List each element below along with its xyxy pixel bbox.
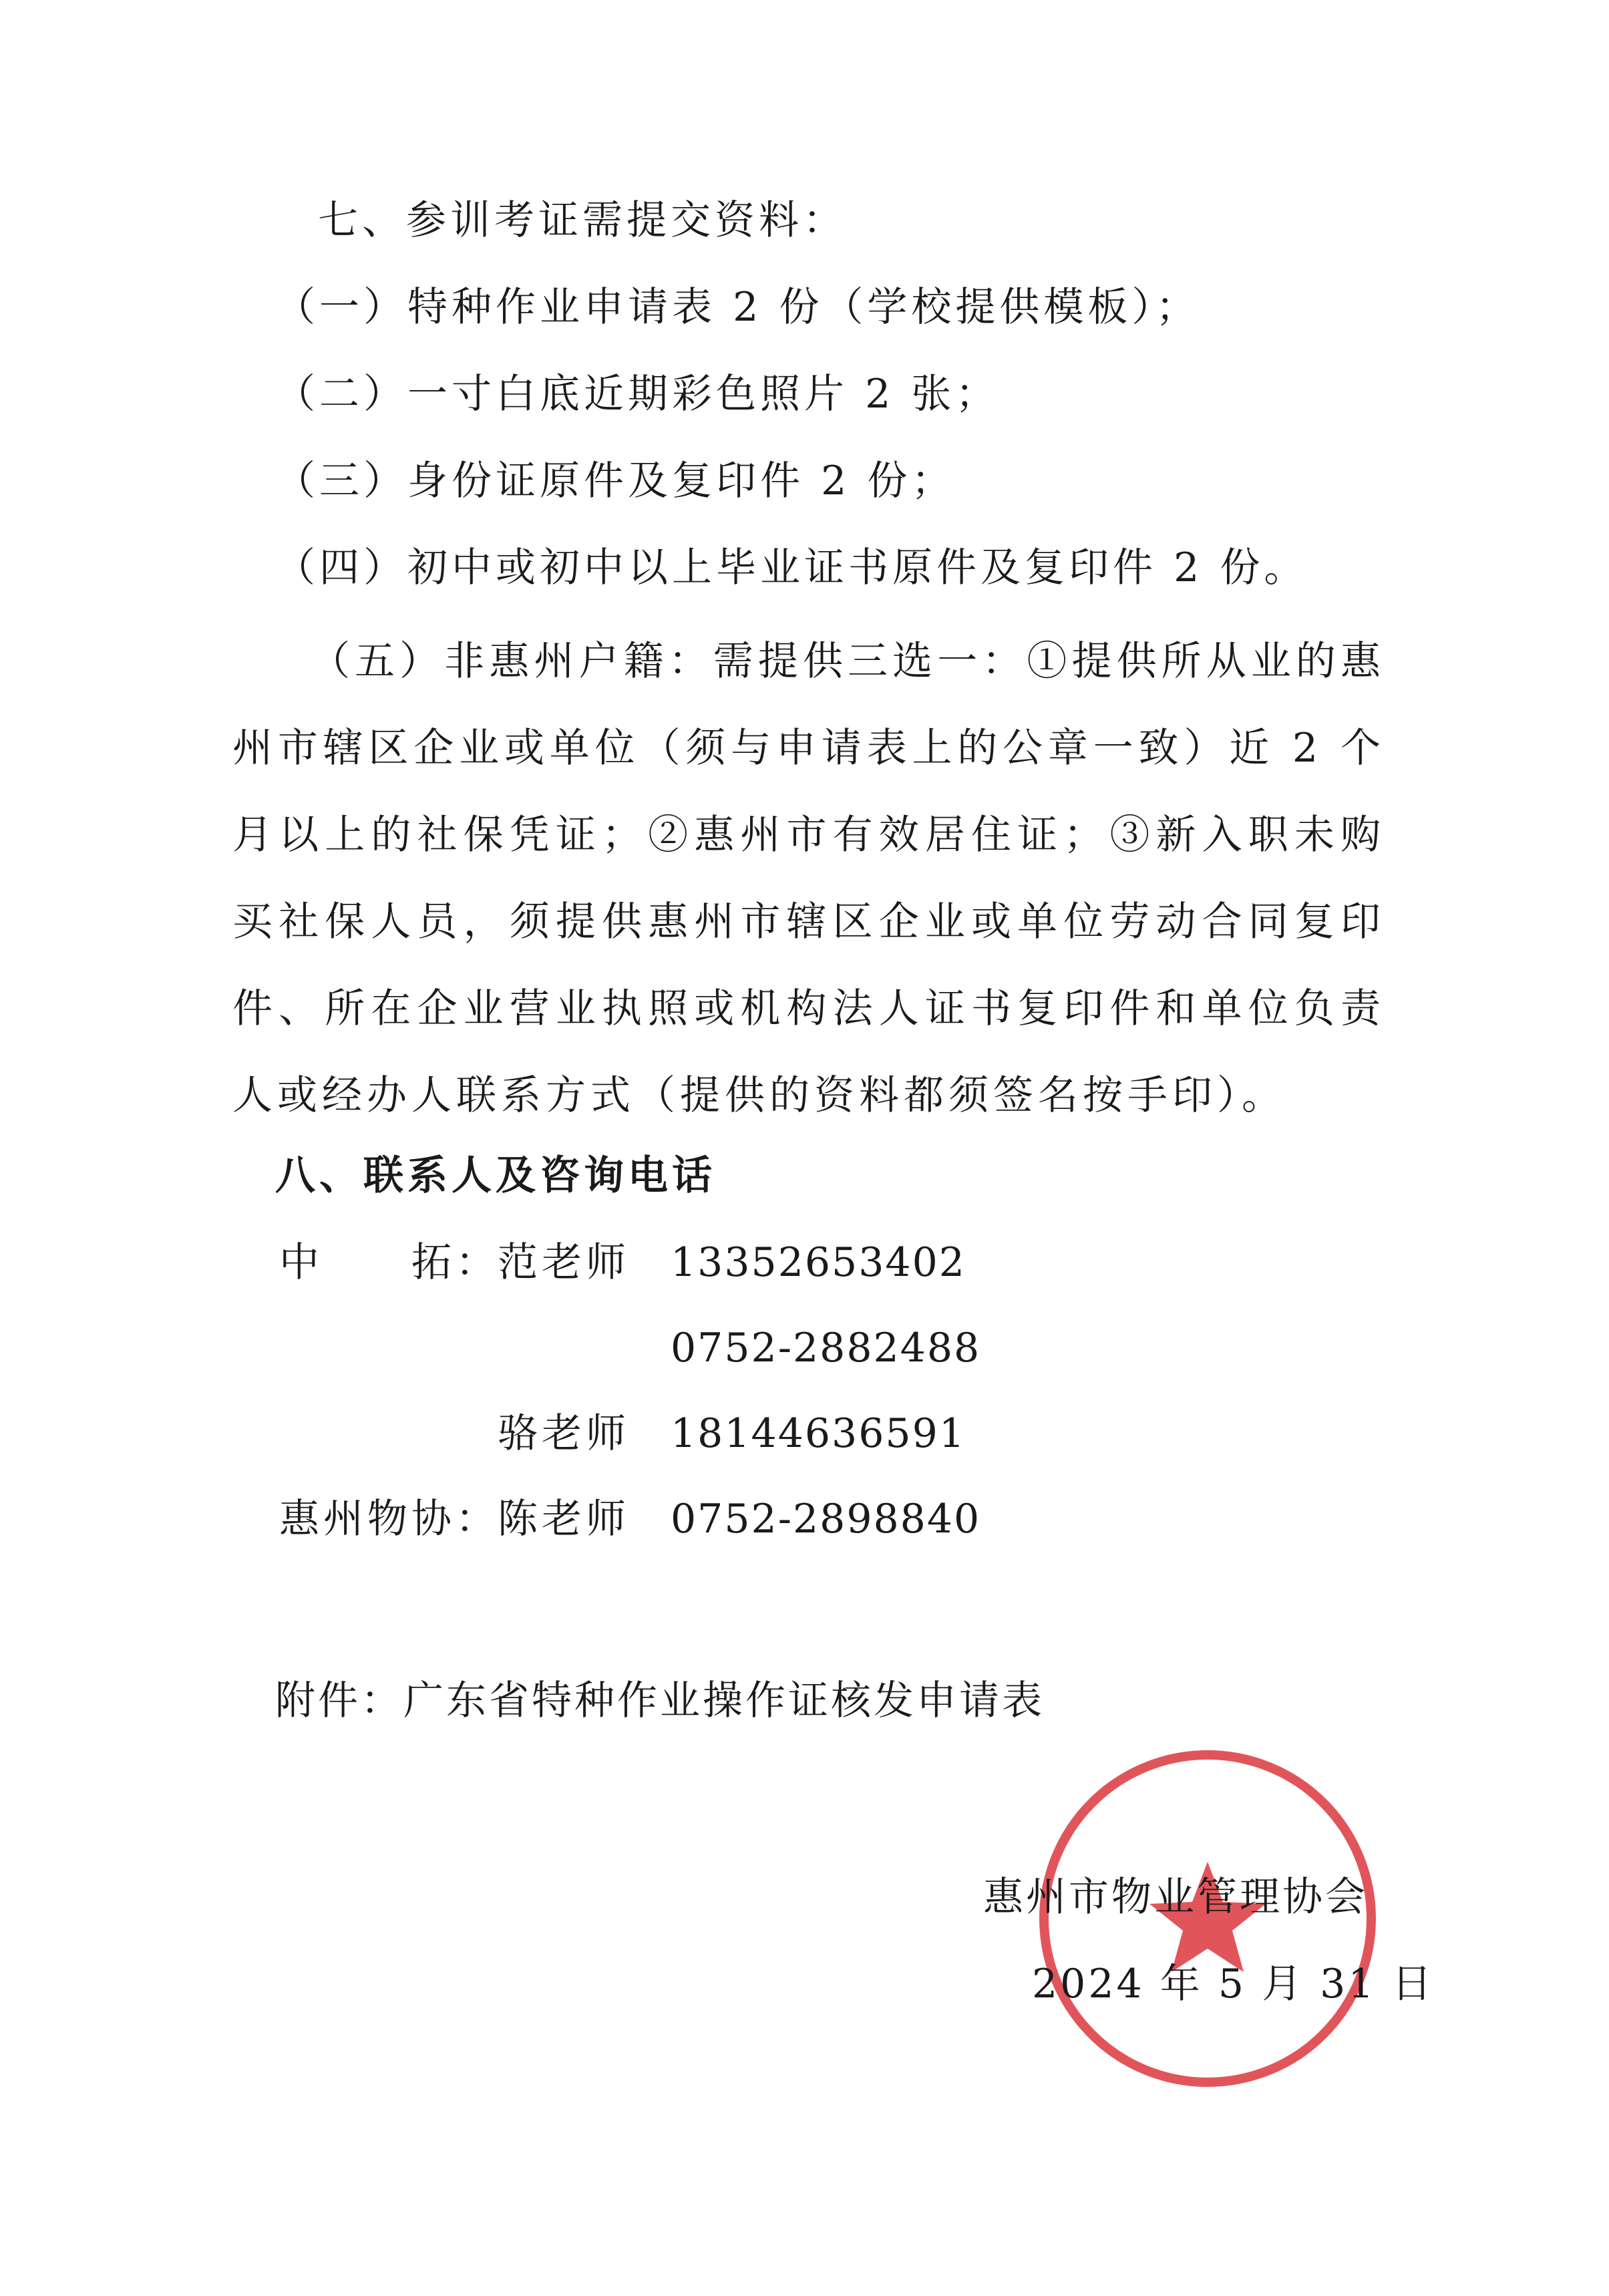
section-7-title: 七、参训考证需提交资料： — [318, 197, 847, 244]
attachment-note: 附件：广东省特种作业操作证核发申请表 — [275, 1677, 1045, 1724]
contact-row — [0, 1321, 1609, 1375]
contact-org: 惠州物协： — [279, 1496, 500, 1542]
contact-person: 骆老师 — [498, 1410, 630, 1457]
contact-phone: 18144636591 — [671, 1410, 966, 1457]
section-7-item-4: （四）初中或初中以上毕业证书原件及复印件 2 份。 — [275, 544, 1308, 591]
contact-phone: 13352653402 — [671, 1239, 966, 1286]
contact-row — [0, 1407, 1609, 1460]
signature-org: 惠州市物业管理协会 — [983, 1874, 1368, 1921]
contact-phone: 0752-2882488 — [671, 1325, 981, 1371]
contact-row — [0, 1236, 1609, 1289]
section-7-item-3: （三）身份证原件及复印件 2 份； — [275, 458, 956, 504]
contact-org: 中 拓： — [279, 1239, 500, 1286]
section-8-title: 八、联系人及咨询电话 — [275, 1152, 716, 1199]
signature-date: 2024 年 5 月 31 日 — [1032, 1961, 1435, 2007]
section-7-item-2: （二）一寸白底近期彩色照片 2 张； — [275, 371, 1000, 418]
contact-person: 范老师 — [498, 1239, 630, 1286]
section-7-item-5: （五）非惠州户籍：需提供三选一：①提供所从业的惠州市辖区企业或单位（须与申请表上的公章一致）近 2 个月以上的社保凭证；②惠州市有效居住证；③新入职未购买社保人员，须提供惠州市辖区企业或单位劳动合同复印件、所在企业营业执照或机构法人证书复印件和单位负责人或经办人联系方式（提供的资料都须签名按手印）。 — [232, 638, 1385, 1119]
contact-phone: 0752-2898840 — [671, 1496, 981, 1542]
section-7-item-1: （一）特种作业申请表 2 份（学校提供模板）； — [275, 284, 1200, 331]
contact-person: 陈老师 — [498, 1496, 630, 1542]
contact-row — [0, 1492, 1609, 1546]
